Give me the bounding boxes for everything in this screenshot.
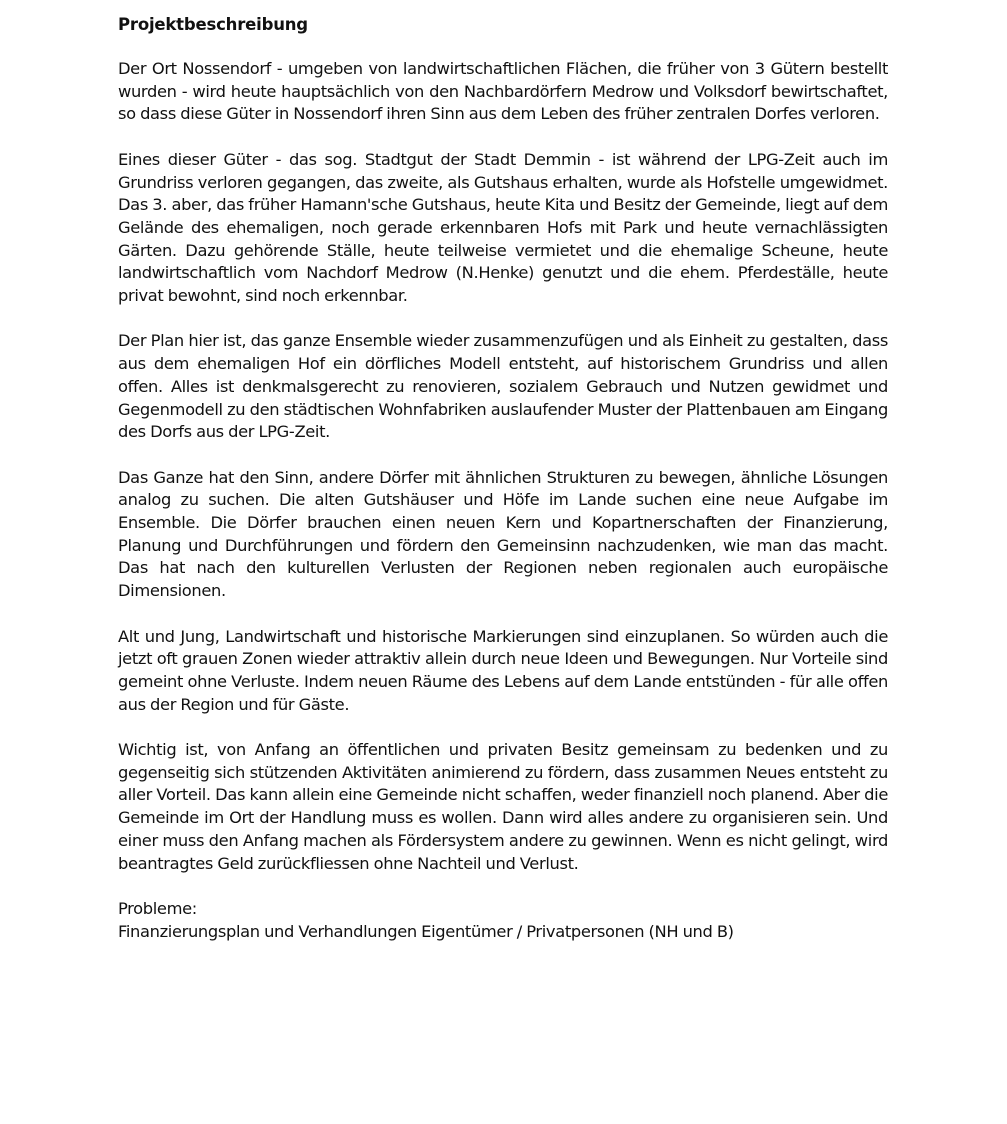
paragraph-plan: Der Plan hier ist, das ganze Ensemble wieder zusammenzufügen und als Einheit zu gestalten, dass aus dem ehemaligen Hof ein dörfliches Modell entsteht, auf historischem Grundriss und allen offen. Alles ist denkmalsgerecht zu renovieren, sozialem Gebrauch und Nutzen gewidmet und Gegenmodell zu den städtischen Wohnfabriken auslaufender Muster der Plattenbauen am Eingang des Dorfs aus der LPG-Zeit. <box>118 331 888 442</box>
document-page <box>118 14 888 943</box>
paragraph-purpose: Das Ganze hat den Sinn, andere Dörfer mit ähnlichen Strukturen zu bewegen, ähnliche Lösungen analog zu suchen. Die alten Gutshäuser und Höfe im Lande suchen eine neue Aufgabe im Ensemble. Die Dörfer brauchen einen neuen Kern und Kopartnerschaften der Finanzierung, Planung und Durchführungen und fördern den Gemeinsinn nachzudenken, wie man das macht. Das hat nach den kulturellen Verlusten der Regionen neben regionalen auch europäische Dimensionen. <box>118 467 888 601</box>
paragraph-importance: Wichtig ist, von Anfang an öffentlichen und privaten Besitz gemeinsam zu bedenken und zu gegenseitig sich stützenden Aktivitäten animierend zu fördern, dass zusammen Neues entsteht zu aller Vorteil. Das kann allein eine Gemeinde nicht schaffen, weder finanziell noch planend. Aber die Gemeinde im Ort der Handlung muss es wollen. Dann wird alles andere zu organisieren sein. Und einer muss den Anfang machen als Fördersystem andere zu gewinnen. Wenn es nicht gelingt, wird beantragtes Geld zurückfliessen ohne Nachteil und Verlust. <box>118 740 888 873</box>
problems-text: Finanzierungsplan und Verhandlungen Eigentümer / Privatpersonen (NH und B) <box>118 921 734 941</box>
paragraph-generations: Alt und Jung, Landwirtschaft und historische Markierungen sind einzuplanen. So würden auch die jetzt oft grauen Zonen wieder attraktiv allein durch neue Ideen und Bewegungen. Nur Vorteile sind gemeint ohne Verluste. Indem neuen Räume des Lebens auf dem Lande entstünden - für alle offen aus der Region und für Gäste. <box>118 626 888 714</box>
paragraph-village-context: Der Ort Nossendorf - umgeben von landwirtschaftlichen Flächen, die früher von 3 Gütern bestellt wurden - wird heute hauptsächlich von den Nachbardörfern Medrow und Volksdorf bewirtschaftet, so dass diese Güter in Nossendorf ihren Sinn aus dem Leben des früher zentralen Dorfes verloren. <box>118 59 888 124</box>
problems-label: Probleme: <box>118 898 197 918</box>
problems-section <box>118 898 888 943</box>
paragraph-estates-history: Eines dieser Güter - das sog. Stadtgut der Stadt Demmin - ist während der LPG-Zeit auch im Grundriss verloren gegangen, das zweite, als Gutshaus erhalten, wurde als Hofstelle umgewidmet. Das 3. aber, das früher Hamann'sche Gutshaus, heute Kita und Besitz der Gemeinde, liegt auf dem Gelände des ehemaligen, noch gerade erkennbaren Hofs mit Park und heute vernachlässigten Gärten. Dazu gehörende Ställe, heute teilweise vermietet und die ehemalige Scheune, heute landwirtschaftlich vom Nachdorf Medrow (N.Henke) genutzt und die ehem. Pferdeställe, heute privat bewohnt, sind noch erkennbar. <box>118 149 888 306</box>
document-title: Projektbeschreibung <box>118 15 308 34</box>
